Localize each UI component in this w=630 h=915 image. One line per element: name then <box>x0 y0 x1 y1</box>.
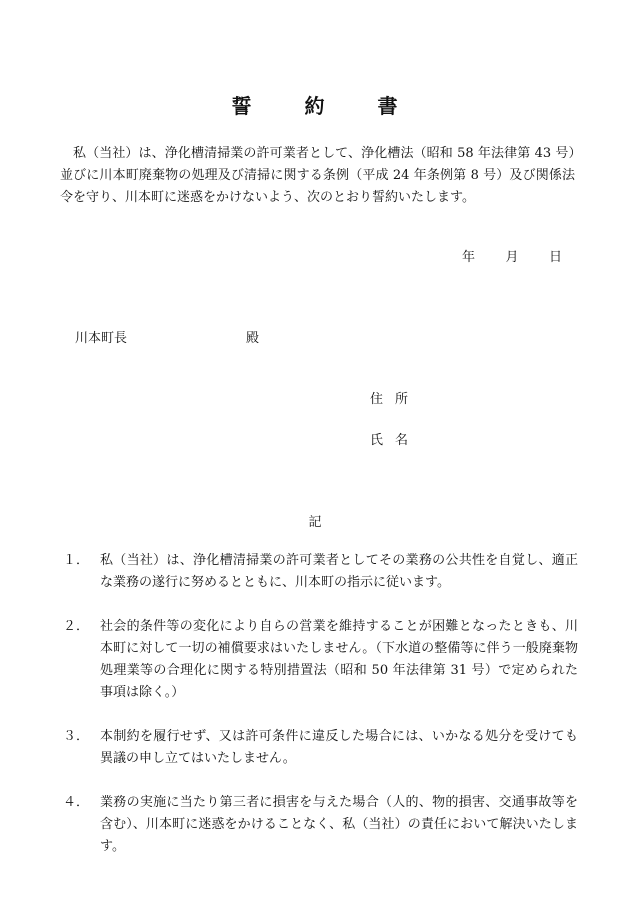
pledge-item <box>63 616 578 704</box>
pledge-item <box>63 792 578 858</box>
ki-heading: 記 <box>308 515 322 530</box>
address-label: 住所 <box>370 392 421 407</box>
pledge-item <box>63 550 578 594</box>
item-number: ３． <box>63 729 90 744</box>
item-text: 社会的条件等の変化により自らの営業を維持することが困難となったときも、川本町に対して一切の補償要求はいたしません。（下水道の整備等に伴う一般廃棄物処理業等の合理化に関する特別措置法（昭和 50 年法律第 31 号）で定められた事項は除く。） <box>100 619 578 700</box>
date-year: 年 <box>462 250 476 265</box>
date-day: 日 <box>548 250 562 265</box>
title-char-1: 誓 <box>231 94 253 118</box>
address-field <box>370 388 420 407</box>
title-char-2: 約 <box>304 94 326 118</box>
title-char-3: 書 <box>377 94 399 118</box>
pledge-items <box>63 550 578 880</box>
item-text: 業務の実施に当たり第三者に損害を与えた場合（人的、物的損害、交通事故等を含む）、川本町に迷惑をかけることなく、私（当社）の責任において解決いたします。 <box>100 795 578 854</box>
item-number: ４． <box>63 795 90 810</box>
name-label: 氏名 <box>370 433 421 448</box>
honorific: 殿 <box>246 331 260 346</box>
pledge-item <box>63 726 578 770</box>
name-field <box>370 429 420 448</box>
item-number: １． <box>63 553 90 568</box>
addressee: 川本町長 <box>75 331 128 346</box>
intro-paragraph: 私（当社）は、浄化槽清掃業の許可業者として、浄化槽法（昭和 58 年法律第 43 号）並びに川本町廃棄物の処理及び清掃に関する条例（平成 24 年条例第 8 号）及び関係法令を守り、川本町に迷惑をかけないよう、次のとおり誓約いたします。 <box>60 146 575 205</box>
document-title <box>0 90 630 119</box>
date-month: 月 <box>505 250 519 265</box>
item-text: 私（当社）は、浄化槽清掃業の許可業者としてその業務の公共性を自覚し、適正な業務の遂行に努めるとともに、川本町の指示に従います。 <box>100 553 578 590</box>
item-number: ２． <box>63 619 90 634</box>
date-line <box>462 246 562 265</box>
item-text: 本制約を履行せず、又は許可条件に違反した場合には、いかなる処分を受けても異議の申し立てはいたしません。 <box>100 729 578 766</box>
